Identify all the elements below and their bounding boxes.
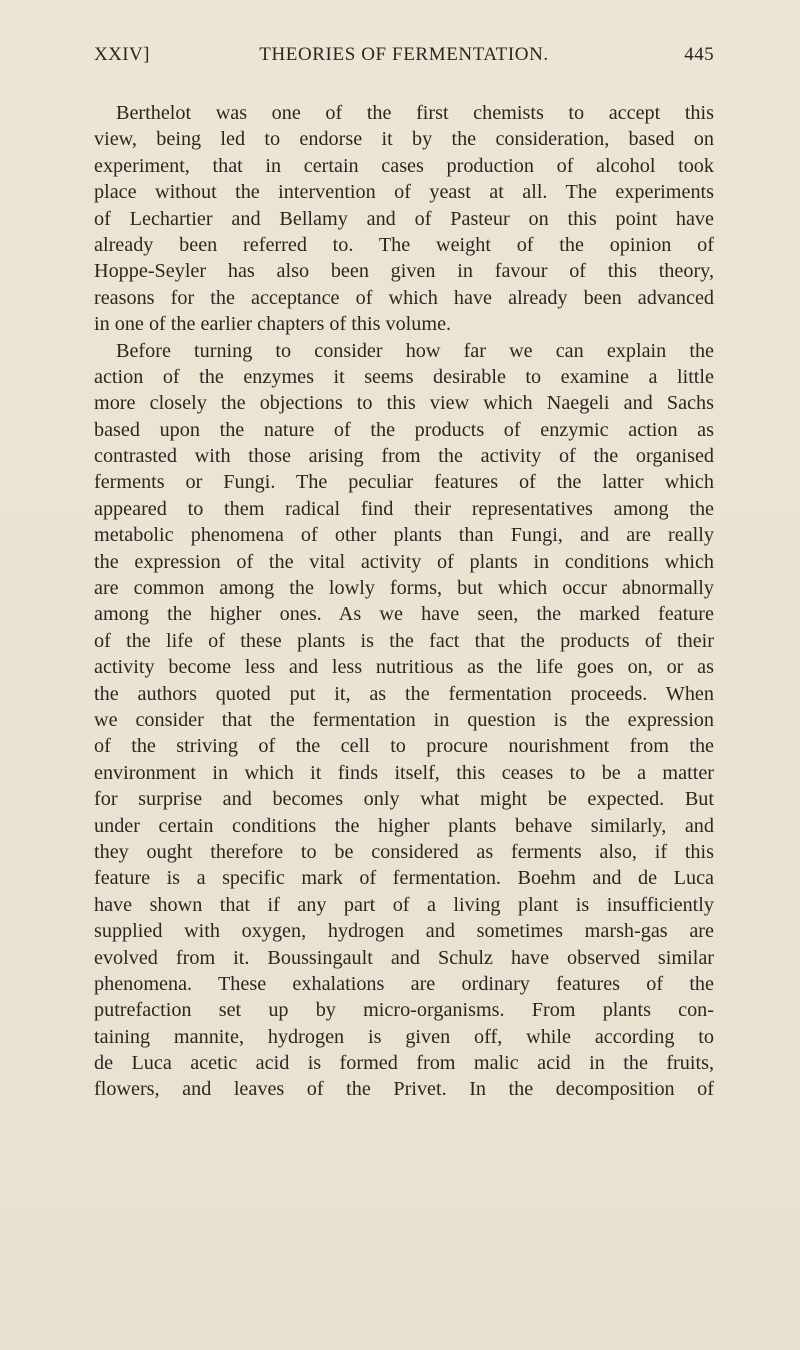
text-line: de Luca acetic acid is formed from malic acid in the fruits, [94,1052,714,1075]
text-line: view, being led to endorse it by the consideration, based on [94,128,714,151]
text-line: are common among the lowly forms, but which occur abnormally [94,577,714,600]
text-line: activity become less and less nutritious as the life goes on, or as [94,656,714,679]
text-line: ferments or Fungi. The peculiar features of the latter which [94,471,714,494]
body-text [94,100,714,1103]
text-line: Hoppe-Seyler has also been given in favour of this theory, [94,260,714,283]
text-line: Before turning to consider how far we can explain the [116,339,714,362]
text-line: putrefaction set up by micro-organisms. From plants con- [94,999,714,1022]
text-line: among the higher ones. As we have seen, the marked feature [94,603,714,626]
text-line: the expression of the vital activity of plants in conditions which [94,550,714,573]
text-line: phenomena. These exhalations are ordinary features of the [94,972,714,995]
running-head [94,44,714,74]
text-line: contrasted with those arising from the activity of the organised [94,445,714,468]
text-line: based upon the nature of the products of enzymic action as [94,418,714,441]
text-line: place without the intervention of yeast at all. The experiments [94,181,714,204]
text-line: experiment, that in certain cases production of alcohol took [94,154,714,177]
text-line: evolved from it. Boussingault and Schulz have observed similar [94,946,714,969]
text-line: feature is a specific mark of fermentation. Boehm and de Luca [94,867,714,890]
text-line: more closely the objections to this view which Naegeli and Sachs [94,392,714,415]
text-line: they ought therefore to be considered as ferments also, if this [94,840,714,863]
text-line: flowers, and leaves of the Privet. In the decomposition of [94,1078,714,1101]
text-line: appeared to them radical find their representatives among the [94,497,714,520]
chapter-number: XXIV] [94,44,150,65]
running-title: THEORIES OF FERMENTATION. [259,44,549,65]
text-line: Berthelot was one of the first chemists to accept this [116,102,714,124]
text-line: already been referred to. The weight of the opinion of [94,233,714,256]
page-number: 445 [684,44,714,65]
text-line: reasons for the acceptance of which have already been advanced [94,286,714,309]
text-line: the authors quoted put it, as the fermentation proceeds. When [94,682,714,705]
text-line: in one of the earlier chapters of this volume. [94,313,452,336]
text-line: taining mannite, hydrogen is given off, while according to [94,1025,714,1048]
text-line: supplied with oxygen, hydrogen and sometimes marsh-gas are [94,920,714,943]
text-line: of the life of these plants is the fact that the products of their [94,629,714,652]
text-line: we consider that the fermentation in question is the expression [94,708,714,731]
text-line: metabolic phenomena of other plants than Fungi, and are really [94,524,714,547]
text-line: have shown that if any part of a living plant is insufficiently [94,893,714,916]
text-line: under certain conditions the higher plants behave similarly, and [94,814,714,837]
text-line: of Lechartier and Bellamy and of Pasteur on this point have [94,207,714,230]
text-line: action of the enzymes it seems desirable to examine a little [94,365,714,388]
text-line: of the striving of the cell to procure nourishment from the [94,735,714,758]
text-line: environment in which it finds itself, this ceases to be a matter [94,761,714,784]
text-line: for surprise and becomes only what might be expected. But [94,788,714,811]
